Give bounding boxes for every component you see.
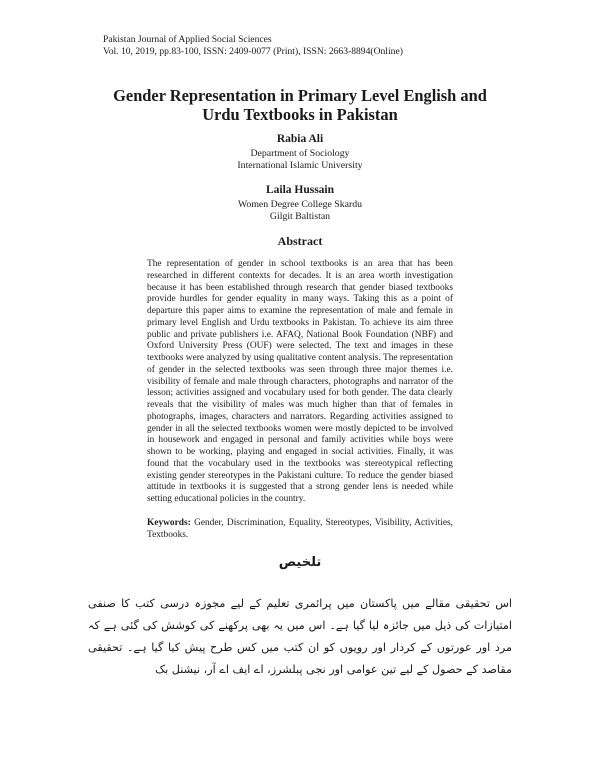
keywords bbox=[147, 518, 453, 542]
author-1-department: Department of Sociology bbox=[250, 148, 350, 159]
journal-name: Pakistan Journal of Applied Social Sciences bbox=[103, 34, 272, 45]
author-1-institution: International Islamic University bbox=[237, 159, 363, 171]
author-2-location: Gilgit Baltistan bbox=[269, 210, 331, 222]
author-1-name: Rabia Ali bbox=[276, 133, 324, 145]
paper-title bbox=[100, 86, 500, 124]
author-2-institution: Women Degree College Skardu bbox=[237, 199, 363, 210]
journal-header bbox=[103, 34, 403, 57]
abstract-heading: Abstract bbox=[277, 234, 323, 248]
paper-title-line-2: Urdu Textbooks in Pakistan bbox=[202, 105, 398, 124]
author-2-name: Laila Hussain bbox=[265, 184, 335, 196]
author-1-affiliation bbox=[100, 148, 500, 172]
paper-title-line-1: Gender Representation in Primary Level English and bbox=[113, 86, 487, 105]
abstract-text: The representation of gender in school textbooks is an area that has been researched in different contexts for decades. It is an area worth investigation because it has been established through research that gender biased textbooks provide hurdles for gender equality in many ways. Taking this as a point of departure this paper aims to examine the representation of male and female in primary level English and Urdu textbooks in Pakistan. To achieve its aim three public and private publishers i.e. AFAQ, National Book Foundation (NBF) and Oxford University Press (OUF) were selected. The text and images in these textbooks were analyzed by using qualitative content analysis. The representation of gender in the selected textbooks was seen through three major themes i.e. visibility of female and male through characters, photographs and narrator of the lesson; activities assigned and vocabulary used for both gender. The data clearly reveals that the visibility of males was much higher than that of females in photographs, images, characters and narrators. Regarding activities assigned to gender in all the selected textbooks women were mostly depicted to be involved in housework and engaged in personal and family activities while boys were shown to be working, playing and engaged in social activities. Finally, it was found that the vocabulary used in the textbooks was stereotypical reflecting existing gender stereotypes in the Pakistani culture. To reduce the gender biased attitude in textbooks it is suggested that a strong gender lens is needed while setting educational policies in the country. bbox=[147, 259, 453, 504]
urdu-abstract-heading: تلخیص bbox=[278, 555, 322, 570]
author-2-affiliation bbox=[100, 199, 500, 223]
urdu-abstract-text: اس تحقیقی مقالے میں پاکستان میں پرائمری تعلیم کے لیے مجوزہ درسی کتب کا صنفی امتیازات کی ذیل میں جائزہ لیا گیا ہے۔ اس میں یہ بھی پرکھنے کی کوشش کی گئی ہے کہ مرد اور عورتوں کے کردار اور رویوں کو ان کتب میں کس طرح پیش کیا گیا ہے۔ تحقیقی مقاصد کے حصول کے لیے تین عوامی اور نجی پبلشرز، اے ایف اے آر، نیشنل بک bbox=[88, 597, 512, 676]
keywords-text: Gender, Discrimination, Equality, Stereotypes, Visibility, Activities, Textbooks. bbox=[147, 518, 453, 540]
keywords-label: Keywords: bbox=[147, 518, 191, 528]
journal-citation: Vol. 10, 2019, pp.83-100, ISSN: 2409-0077 (Print), ISSN: 2663-8894(Online) bbox=[103, 45, 403, 57]
